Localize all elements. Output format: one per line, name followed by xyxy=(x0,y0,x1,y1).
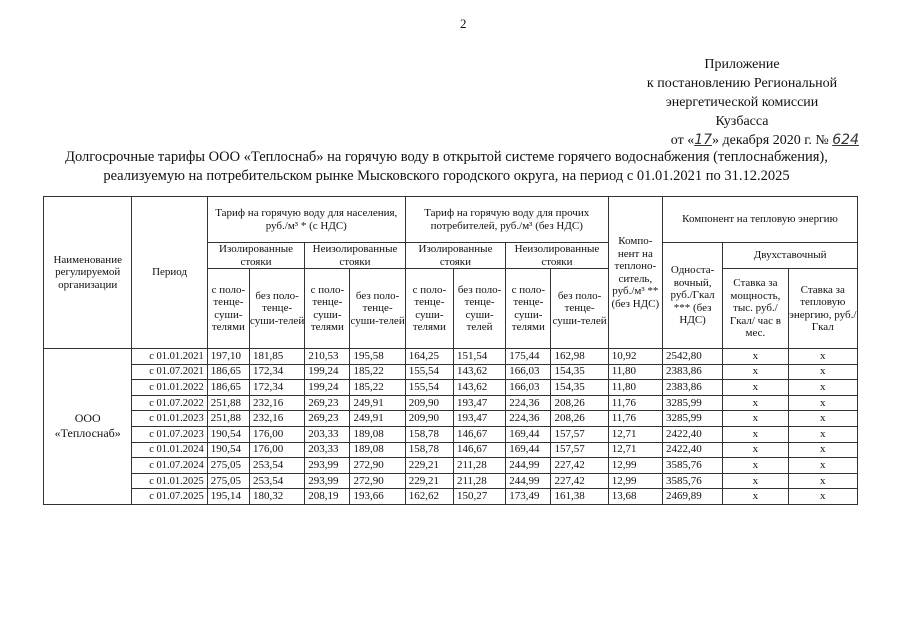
value-cell: 11,80 xyxy=(608,364,662,380)
value-cell: 186,65 xyxy=(207,364,249,380)
value-cell: х xyxy=(788,380,857,396)
table-row xyxy=(44,411,858,427)
value-cell: х xyxy=(723,395,788,411)
value-cell: 269,23 xyxy=(305,411,350,427)
header-without-towel: без поло-тенце-суши-телей xyxy=(350,269,405,349)
value-cell: 176,00 xyxy=(249,426,304,442)
value-cell: 11,80 xyxy=(608,380,662,396)
value-cell: 210,53 xyxy=(305,349,350,365)
handwritten-day: 17 xyxy=(694,132,713,148)
value-cell: 3585,76 xyxy=(662,458,722,474)
value-cell: 197,10 xyxy=(207,349,249,365)
org-name: ООО «Теплоснаб» xyxy=(44,349,132,505)
value-cell: 12,99 xyxy=(608,458,662,474)
value-cell: х xyxy=(788,364,857,380)
header-without-towel: без поло-тенце-суши-телей xyxy=(551,269,608,349)
document-title: Долгосрочные тарифы ООО «Теплоснаб» на горячую воду в открытой системе горячего водоснабжения (теплоснабжения), реализуемую на потребительском рынке Мысковского городского округа, на период с 01.01.2021 по 31.12.2025 xyxy=(65,149,828,184)
value-cell: 190,54 xyxy=(207,442,249,458)
period-cell: с 01.07.2023 xyxy=(132,426,207,442)
header-two-rate: Двухставочный xyxy=(723,243,858,269)
period-cell: с 01.01.2025 xyxy=(132,473,207,489)
table-row xyxy=(44,364,858,380)
value-cell: 3285,99 xyxy=(662,395,722,411)
value-cell: 208,26 xyxy=(551,411,608,427)
value-cell: х xyxy=(788,442,857,458)
value-cell: х xyxy=(723,364,788,380)
value-cell: 249,91 xyxy=(350,411,405,427)
period-cell: с 01.07.2021 xyxy=(132,364,207,380)
table-row xyxy=(44,442,858,458)
period-cell: с 01.01.2021 xyxy=(132,349,207,365)
value-cell: х xyxy=(723,458,788,474)
value-cell: х xyxy=(723,442,788,458)
appendix-line: Приложение xyxy=(704,57,780,72)
period-cell: с 01.07.2024 xyxy=(132,458,207,474)
value-cell: 146,67 xyxy=(453,442,505,458)
tariff-table xyxy=(43,196,858,505)
value-cell: 172,34 xyxy=(249,364,304,380)
value-cell: 157,57 xyxy=(551,426,608,442)
value-cell: 175,44 xyxy=(506,349,551,365)
value-cell: 272,90 xyxy=(350,473,405,489)
value-cell: 251,88 xyxy=(207,395,249,411)
appendix-line: энергетической комиссии xyxy=(665,95,819,110)
value-cell: 158,78 xyxy=(405,442,453,458)
value-cell: 2383,86 xyxy=(662,364,722,380)
header-non-isolated: Неизолированные стояки xyxy=(305,243,406,269)
value-cell: 244,99 xyxy=(506,473,551,489)
value-cell: 244,99 xyxy=(506,458,551,474)
value-cell: 185,22 xyxy=(350,364,405,380)
header-component-energy: Компонент на тепловую энергию xyxy=(662,197,857,243)
value-cell: 190,54 xyxy=(207,426,249,442)
value-cell: х xyxy=(788,426,857,442)
value-cell: 193,66 xyxy=(350,489,405,505)
page-number: 2 xyxy=(460,16,467,31)
value-cell: х xyxy=(788,349,857,365)
value-cell: х xyxy=(723,349,788,365)
header-with-towel: с поло-тенце-суши-телями xyxy=(405,269,453,349)
value-cell: 181,85 xyxy=(249,349,304,365)
header-period: Период xyxy=(132,197,207,349)
value-cell: 251,88 xyxy=(207,411,249,427)
value-cell: 199,24 xyxy=(305,364,350,380)
value-cell: 180,32 xyxy=(249,489,304,505)
value-cell: 189,08 xyxy=(350,442,405,458)
period-cell: с 01.07.2025 xyxy=(132,489,207,505)
period-cell: с 01.01.2024 xyxy=(132,442,207,458)
header-other-tariff: Тариф на горячую воду для прочих потребителей, руб./м³ (без НДС) xyxy=(405,197,608,243)
value-cell: 169,44 xyxy=(506,442,551,458)
period-cell: с 01.01.2023 xyxy=(132,411,207,427)
header-non-isolated: Неизолированные стояки xyxy=(506,243,609,269)
value-cell: 203,33 xyxy=(305,426,350,442)
value-cell: 162,62 xyxy=(405,489,453,505)
value-cell: 193,47 xyxy=(453,395,505,411)
value-cell: х xyxy=(723,473,788,489)
header-org: Наименование регулируемой организации xyxy=(44,197,132,349)
value-cell: 176,00 xyxy=(249,442,304,458)
value-cell: 209,90 xyxy=(405,411,453,427)
value-cell: 272,90 xyxy=(350,458,405,474)
value-cell: 158,78 xyxy=(405,426,453,442)
value-cell: 227,42 xyxy=(551,458,608,474)
value-cell: х xyxy=(788,473,857,489)
value-cell: 157,57 xyxy=(551,442,608,458)
header-isolated: Изолированные стояки xyxy=(207,243,304,269)
header-with-towel: с поло-тенце-суши-телями xyxy=(305,269,350,349)
header-rate-capacity: Ставка за мощность, тыс. руб./ Гкал/ час в мес. xyxy=(723,269,788,349)
value-cell: 11,76 xyxy=(608,411,662,427)
value-cell: 173,49 xyxy=(506,489,551,505)
value-cell: 224,36 xyxy=(506,411,551,427)
value-cell: 211,28 xyxy=(453,458,505,474)
value-cell: 224,36 xyxy=(506,395,551,411)
value-cell: 154,35 xyxy=(551,364,608,380)
header-component-carrier: Компо-нент на теплоно-ситель, руб./м³ ** (без НДС) xyxy=(608,197,662,349)
value-cell: 232,16 xyxy=(249,395,304,411)
value-cell: 166,03 xyxy=(506,364,551,380)
header-without-towel: без поло-тенце-суши-телей xyxy=(453,269,505,349)
value-cell: 2422,40 xyxy=(662,442,722,458)
value-cell: 12,71 xyxy=(608,426,662,442)
value-cell: 169,44 xyxy=(506,426,551,442)
value-cell: 12,99 xyxy=(608,473,662,489)
value-cell: 162,98 xyxy=(551,349,608,365)
header-with-towel: с поло-тенце-суши-телями xyxy=(207,269,249,349)
header-one-rate: Односта-вочный, руб./Гкал *** (без НДС) xyxy=(662,243,722,349)
value-cell: 164,25 xyxy=(405,349,453,365)
value-cell: 229,21 xyxy=(405,458,453,474)
value-cell: 232,16 xyxy=(249,411,304,427)
period-cell: с 01.07.2022 xyxy=(132,395,207,411)
value-cell: 2383,86 xyxy=(662,380,722,396)
header-pop-tariff: Тариф на горячую воду для населения, руб./м³ * (с НДС) xyxy=(207,197,405,243)
value-cell: 189,08 xyxy=(350,426,405,442)
value-cell: 275,05 xyxy=(207,458,249,474)
appendix-line: к постановлению Региональной xyxy=(646,76,838,91)
value-cell: 253,54 xyxy=(249,458,304,474)
value-cell: 155,54 xyxy=(405,380,453,396)
value-cell: 12,71 xyxy=(608,442,662,458)
value-cell: 249,91 xyxy=(350,395,405,411)
value-cell: 146,67 xyxy=(453,426,505,442)
value-cell: х xyxy=(788,395,857,411)
table-row xyxy=(44,349,858,365)
value-cell: 185,22 xyxy=(350,380,405,396)
value-cell: 143,62 xyxy=(453,380,505,396)
value-cell: 172,34 xyxy=(249,380,304,396)
value-cell: х xyxy=(723,426,788,442)
value-cell: 269,23 xyxy=(305,395,350,411)
value-cell: 209,90 xyxy=(405,395,453,411)
value-cell: 199,24 xyxy=(305,380,350,396)
value-cell: 150,27 xyxy=(453,489,505,505)
value-cell: х xyxy=(788,411,857,427)
value-cell: х xyxy=(723,380,788,396)
value-cell: х xyxy=(723,411,788,427)
appendix-line: Кузбасса xyxy=(715,114,769,129)
header-without-towel: без поло-тенце-суши-телей xyxy=(249,269,304,349)
header-with-towel: с поло-тенце-суши-телями xyxy=(506,269,551,349)
appendix-date: от «17» декабря 2020 г. № 624 xyxy=(670,132,859,148)
value-cell: 211,28 xyxy=(453,473,505,489)
value-cell: 193,47 xyxy=(453,411,505,427)
table-row xyxy=(44,489,858,505)
value-cell: 275,05 xyxy=(207,473,249,489)
value-cell: 195,58 xyxy=(350,349,405,365)
value-cell: 166,03 xyxy=(506,380,551,396)
table-row xyxy=(44,426,858,442)
value-cell: 13,68 xyxy=(608,489,662,505)
value-cell: 2469,89 xyxy=(662,489,722,505)
header-rate-energy: Ставка за тепловую энергию, руб./Гкал xyxy=(788,269,857,349)
value-cell: 151,54 xyxy=(453,349,505,365)
value-cell: 229,21 xyxy=(405,473,453,489)
value-cell: 293,99 xyxy=(305,458,350,474)
value-cell: х xyxy=(723,489,788,505)
appendix-block xyxy=(627,55,857,150)
value-cell: 195,14 xyxy=(207,489,249,505)
handwritten-number: 624 xyxy=(832,132,859,148)
value-cell: 2422,40 xyxy=(662,426,722,442)
value-cell: 11,76 xyxy=(608,395,662,411)
table-row xyxy=(44,395,858,411)
value-cell: 2542,80 xyxy=(662,349,722,365)
table-row xyxy=(44,458,858,474)
value-cell: 161,38 xyxy=(551,489,608,505)
value-cell: 203,33 xyxy=(305,442,350,458)
value-cell: 154,35 xyxy=(551,380,608,396)
value-cell: 208,26 xyxy=(551,395,608,411)
value-cell: 186,65 xyxy=(207,380,249,396)
value-cell: 143,62 xyxy=(453,364,505,380)
value-cell: 293,99 xyxy=(305,473,350,489)
value-cell: 3285,99 xyxy=(662,411,722,427)
value-cell: 208,19 xyxy=(305,489,350,505)
value-cell: 155,54 xyxy=(405,364,453,380)
header-isolated: Изолированные стояки xyxy=(405,243,505,269)
value-cell: 3585,76 xyxy=(662,473,722,489)
table-row xyxy=(44,380,858,396)
value-cell: х xyxy=(788,489,857,505)
value-cell: 227,42 xyxy=(551,473,608,489)
period-cell: с 01.01.2022 xyxy=(132,380,207,396)
value-cell: 10,92 xyxy=(608,349,662,365)
value-cell: х xyxy=(788,458,857,474)
value-cell: 253,54 xyxy=(249,473,304,489)
table-row xyxy=(44,473,858,489)
